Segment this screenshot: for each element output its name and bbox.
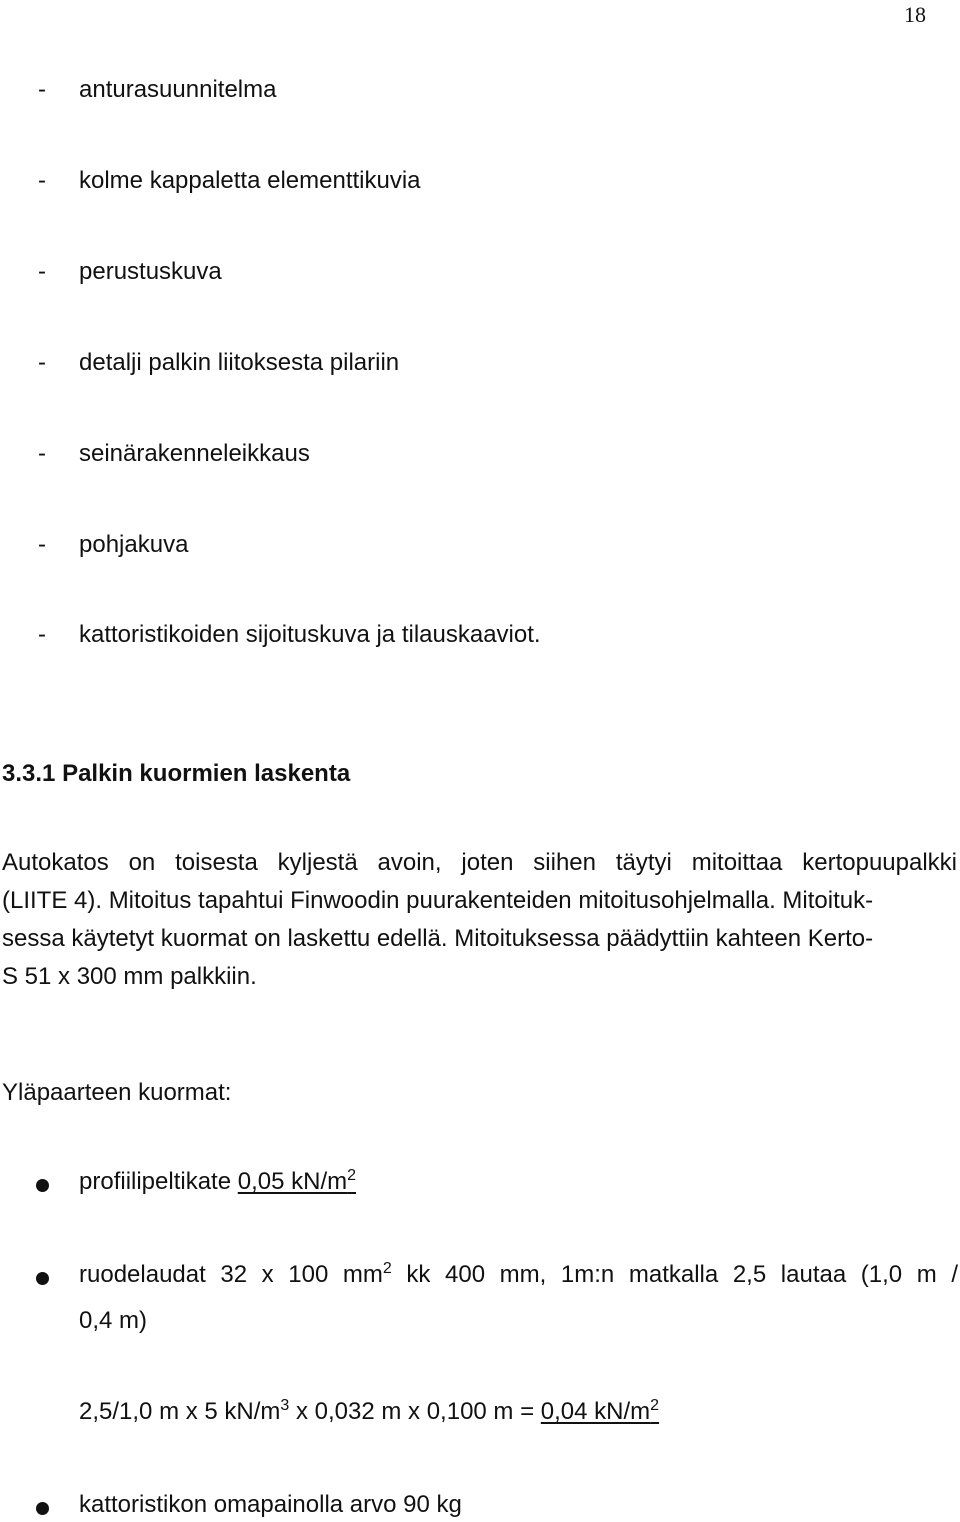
list-item (38, 440, 310, 468)
list-item-text: kolme kappaletta elementtikuvia (79, 167, 421, 194)
list-item-text: seinärakenneleikkaus (79, 440, 310, 467)
exponent: 2 (650, 1397, 660, 1414)
exponent: 2 (347, 1167, 357, 1184)
section-heading (2, 760, 350, 788)
list-item (38, 531, 188, 559)
section-title: Palkin kuormien laskenta (62, 760, 351, 787)
load-label-continued: kk 400 mm, 1m:n matkalla 2,5 lautaa (1,0 m / (391, 1261, 958, 1288)
list-dash: - (38, 76, 46, 103)
list-dash: - (38, 258, 46, 285)
bullet-icon (36, 1502, 49, 1515)
exponent: 2 (382, 1260, 392, 1277)
list-item-text: perustuskuva (79, 258, 222, 285)
load-label: profiilipeltikate (79, 1168, 238, 1195)
loads-heading: Yläpaarteen kuormat: (2, 1079, 232, 1106)
paragraph-line: Autokatos on toisesta kyljestä avoin, joten siihen täytyi mitoittaa kertopuupalkki (2, 849, 957, 876)
bullet-icon (36, 1179, 49, 1192)
body-paragraph (2, 844, 957, 996)
paragraph-line: sessa käytetyt kuormat on laskettu edellä. Mitoituksessa päädyttiin kahteen Kerto- (2, 925, 874, 952)
list-dash: - (38, 621, 46, 648)
list-item-text: kattoristikoiden sijoituskuva ja tilauskaaviot. (79, 621, 541, 648)
calc-text: x 0,032 m x 0,100 m = (289, 1398, 541, 1425)
list-item-text: pohjakuva (79, 531, 189, 558)
load-label: ruodelaudat 32 x 100 mm (79, 1261, 383, 1288)
exponent: 3 (280, 1397, 290, 1414)
calc-text: 2,5/1,0 m x 5 kN/m (79, 1398, 281, 1425)
list-dash: - (38, 167, 46, 194)
list-item (38, 258, 222, 286)
load-item-battens (79, 1261, 958, 1289)
load-item-battens-line2: 0,4 m) (79, 1307, 148, 1334)
list-item-text: detalji palkin liitoksesta pilariin (79, 349, 400, 376)
section-number: 3.3.1 (2, 760, 56, 787)
batten-calculation (79, 1398, 659, 1426)
page-number: 18 (904, 2, 926, 27)
load-item-roof-sheet (79, 1168, 356, 1196)
list-item (38, 349, 399, 377)
list-item (38, 76, 276, 104)
load-value: 0,05 $kN/m^2$ (237, 1167, 357, 1195)
calc-result: 0,04 $kN/m^2$ (540, 1397, 660, 1425)
list-item (38, 621, 541, 649)
list-item-text: anturasuunnitelma (79, 76, 277, 103)
list-dash: - (38, 440, 46, 467)
paragraph-line: (LIITE 4). Mitoitus tapahtui Finwoodin puurakenteiden mitoitusohjelmalla. Mitoituk- (2, 887, 874, 914)
paragraph-line: S 51 x 300 mm palkkiin. (2, 963, 257, 990)
load-item-truss: kattoristikon omapainolla arvo 90 kg (79, 1491, 462, 1518)
list-dash: - (38, 349, 46, 376)
list-item (38, 167, 421, 195)
list-dash: - (38, 531, 46, 558)
bullet-icon (36, 1272, 49, 1285)
